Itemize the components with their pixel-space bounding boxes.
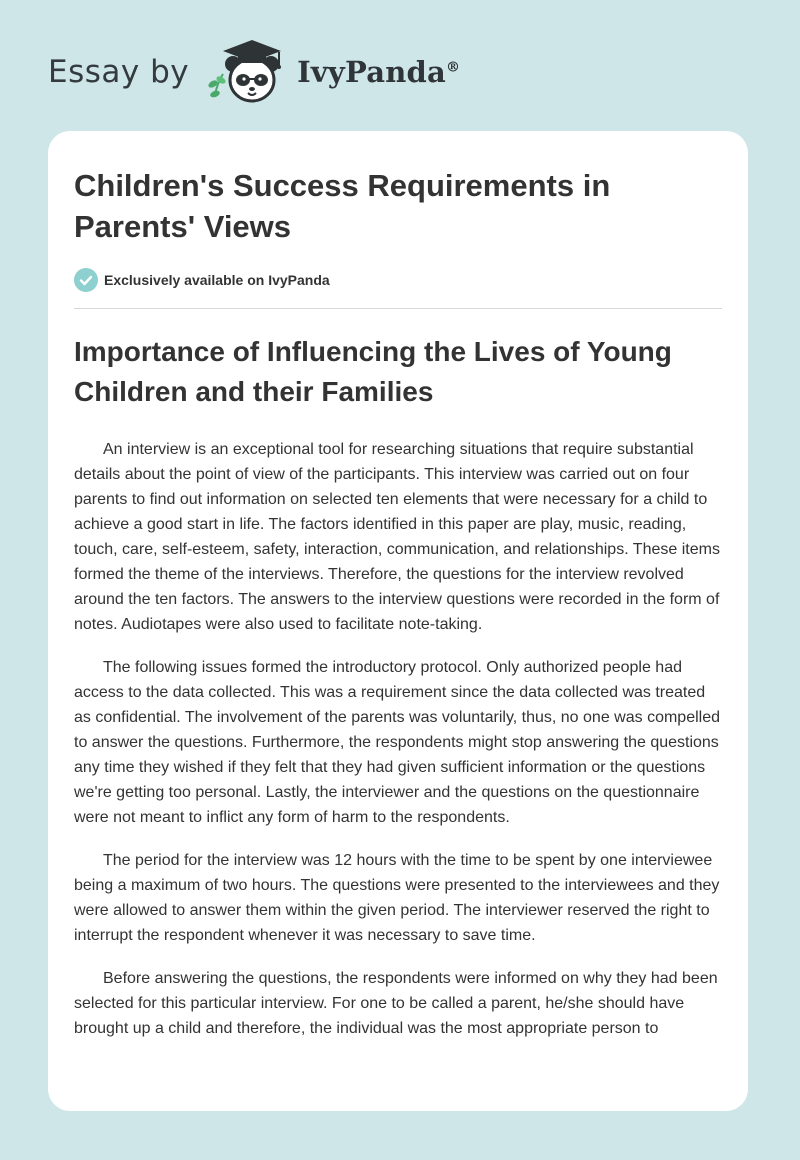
brand-name xyxy=(297,55,460,89)
registered-mark: ® xyxy=(445,59,461,76)
section-heading: Importance of Influencing the Lives of Young Children and their Families xyxy=(74,336,672,407)
check-circle-icon xyxy=(74,268,98,292)
paragraph: An interview is an exceptional tool for researching situations that require substantial details about the point of view of the participants. This interview was carried out on four parents to find out information on selected ten elements that were necessary for a child to achieve a good start in life. The factors identified in this paper are play, music, reading, touch, care, self-esteem, safety, interaction, communication, and relationships. These items formed the theme of the interviews. Therefore, the questions for the interview revolved around the ten factors. The answers to the interview questions were recorded in the form of notes. Audiotapes were also used to facilitate note-taking. xyxy=(74,441,720,633)
essay-body xyxy=(74,437,722,1041)
site-header xyxy=(0,0,800,130)
brand-name-text: IvyPanda xyxy=(297,55,446,89)
brand-logo[interactable] xyxy=(48,36,460,108)
exclusive-badge xyxy=(74,267,722,293)
divider xyxy=(74,308,722,309)
essay-by-label: Essay by xyxy=(48,54,190,90)
exclusive-text: Exclusively available on IvyPanda xyxy=(104,272,330,288)
essay-card xyxy=(48,131,748,1111)
essay-content xyxy=(74,131,722,1059)
paragraph: The period for the interview was 12 hours with the time to be spent by one interviewee being a maximum of two hours. The questions were presented to the interviewees and they were allowed to answer them within the given period. The interviewer reserved the right to interrupt the respondent whenever it was necessary to save time. xyxy=(74,852,720,944)
panda-graduate-icon xyxy=(201,36,293,108)
paragraph: The following issues formed the introductory protocol. Only authorized people had access to the data collected. This was a requirement since the data collected was treated as confidential. The involvement of the parents was voluntarily, thus, no one was compelled to answer the questions. Furthermore, the respondents might stop answering the questions any time they wished if they felt that they had given sufficient information or the questions we're getting too personal. Lastly, the interviewer and the questions on the questionnaire were not meant to inflict any form of harm to the respondents. xyxy=(74,659,720,826)
paragraph: Before answering the questions, the respondents were informed on why they had been selected for this particular interview. For one to be called a parent, he/she should have brought up a child and therefore, the individual was the most appropriate person to xyxy=(74,970,718,1037)
essay-title: Children's Success Requirements in Parents' Views xyxy=(74,168,611,244)
